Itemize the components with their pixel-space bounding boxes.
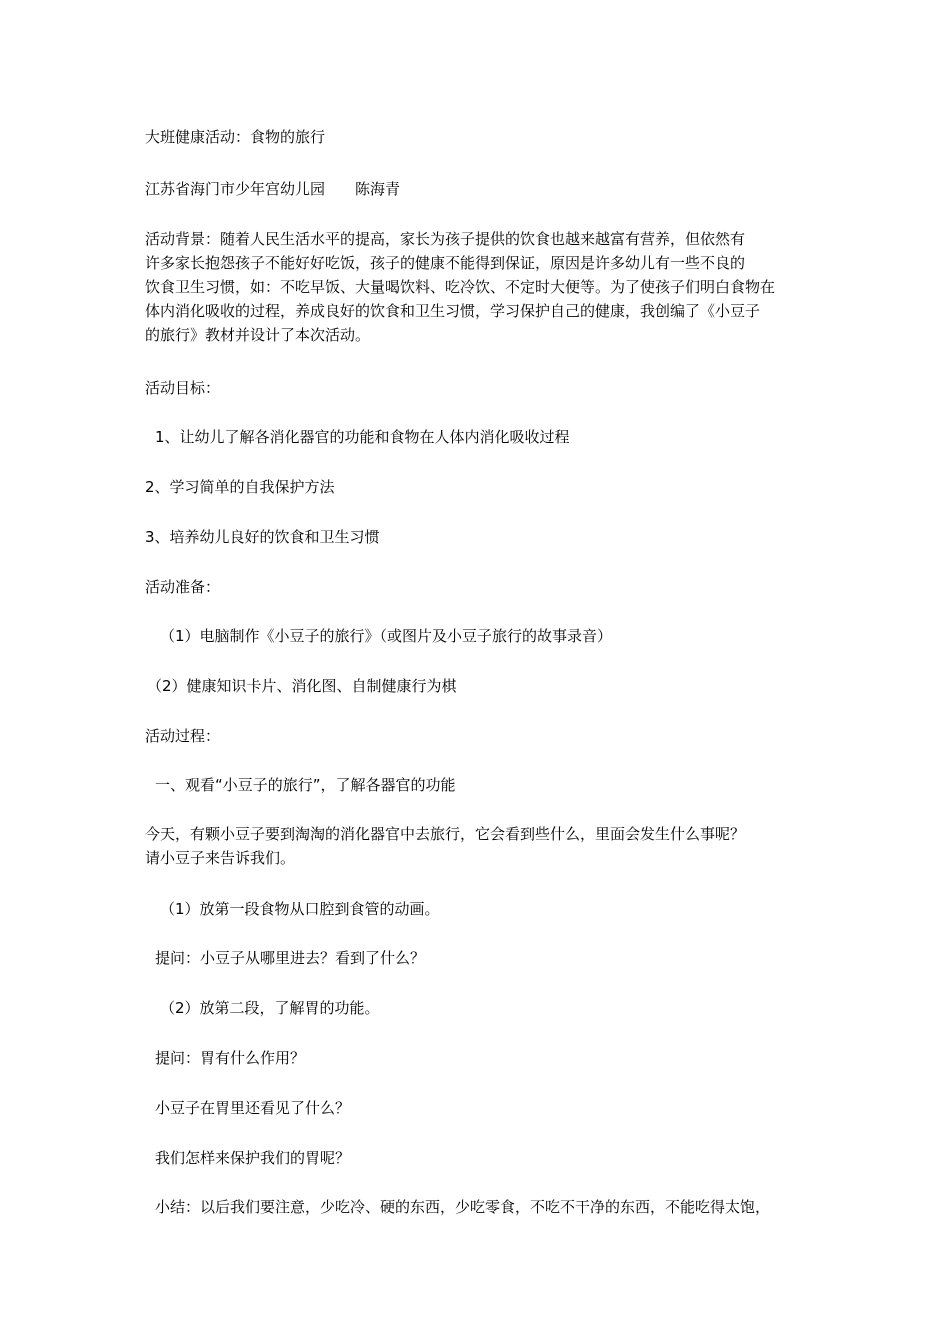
step-1-heading: 一、观看“小豆子的旅行”，了解各器官的功能 bbox=[155, 776, 456, 794]
document-title: 大班健康活动：食物的旅行 bbox=[145, 128, 326, 146]
question-3: 小豆子在胃里还看见了什么？ bbox=[155, 1099, 351, 1117]
goal-item-1: 1、让幼儿了解各消化器官的功能和食物在人体内消化吸收过程 bbox=[155, 428, 570, 446]
part-1: （1）放第一段食物从口腔到食管的动画。 bbox=[160, 900, 440, 918]
background-line: 体内消化吸收的过程，养成良好的饮食和卫生习惯，学习保护自己的健康，我创编了《小豆子 bbox=[145, 302, 761, 320]
goals-heading: 活动目标： bbox=[145, 379, 221, 397]
prep-item-1: （1）电脑制作《小豆子的旅行》（或图片及小豆子旅行的故事录音） bbox=[160, 627, 613, 645]
part-2: （2）放第二段，了解胃的功能。 bbox=[160, 999, 380, 1017]
prep-heading: 活动准备： bbox=[145, 578, 221, 596]
background-paragraph bbox=[145, 227, 810, 347]
question-1: 提问：小豆子从哪里进去？看到了什么？ bbox=[155, 949, 426, 967]
author-line: 江苏省海门市少年宫幼儿园 陈海青 bbox=[145, 180, 401, 198]
background-line: 许多家长抱怨孩子不能好好吃饭，孩子的健康不能得到保证，原因是许多幼儿有一些不良的 bbox=[145, 254, 746, 272]
process-heading: 活动过程： bbox=[145, 727, 221, 745]
intro-paragraph bbox=[145, 822, 810, 870]
question-4: 我们怎样来保护我们的胃呢？ bbox=[155, 1149, 351, 1167]
intro-line: 今天，有颗小豆子要到淘淘的消化器官中去旅行，它会看到些什么，里面会发生什么事呢？ bbox=[145, 825, 746, 843]
goal-item-3: 3、培养幼儿良好的饮食和卫生习惯 bbox=[145, 528, 380, 546]
summary: 小结：以后我们要注意，少吃冷、硬的东西，少吃零食，不吃不干净的东西，不能吃得太饱， bbox=[155, 1198, 771, 1216]
intro-line: 请小豆子来告诉我们。 bbox=[145, 849, 296, 867]
background-line: 的旅行》教材并设计了本次活动。 bbox=[145, 326, 371, 344]
question-2: 提问：胃有什么作用？ bbox=[155, 1049, 306, 1067]
background-line: 饮食卫生习惯，如：不吃早饭、大量喝饮料、吃冷饮、不定时大便等。为了使孩子们明白食物在 bbox=[145, 278, 776, 296]
prep-item-2: （2）健康知识卡片、消化图、自制健康行为棋 bbox=[147, 677, 457, 695]
background-line: 活动背景：随着人民生活水平的提高，家长为孩子提供的饮食也越来越富有营养，但依然有 bbox=[145, 230, 746, 248]
goal-item-2: 2、学习简单的自我保护方法 bbox=[145, 478, 335, 496]
